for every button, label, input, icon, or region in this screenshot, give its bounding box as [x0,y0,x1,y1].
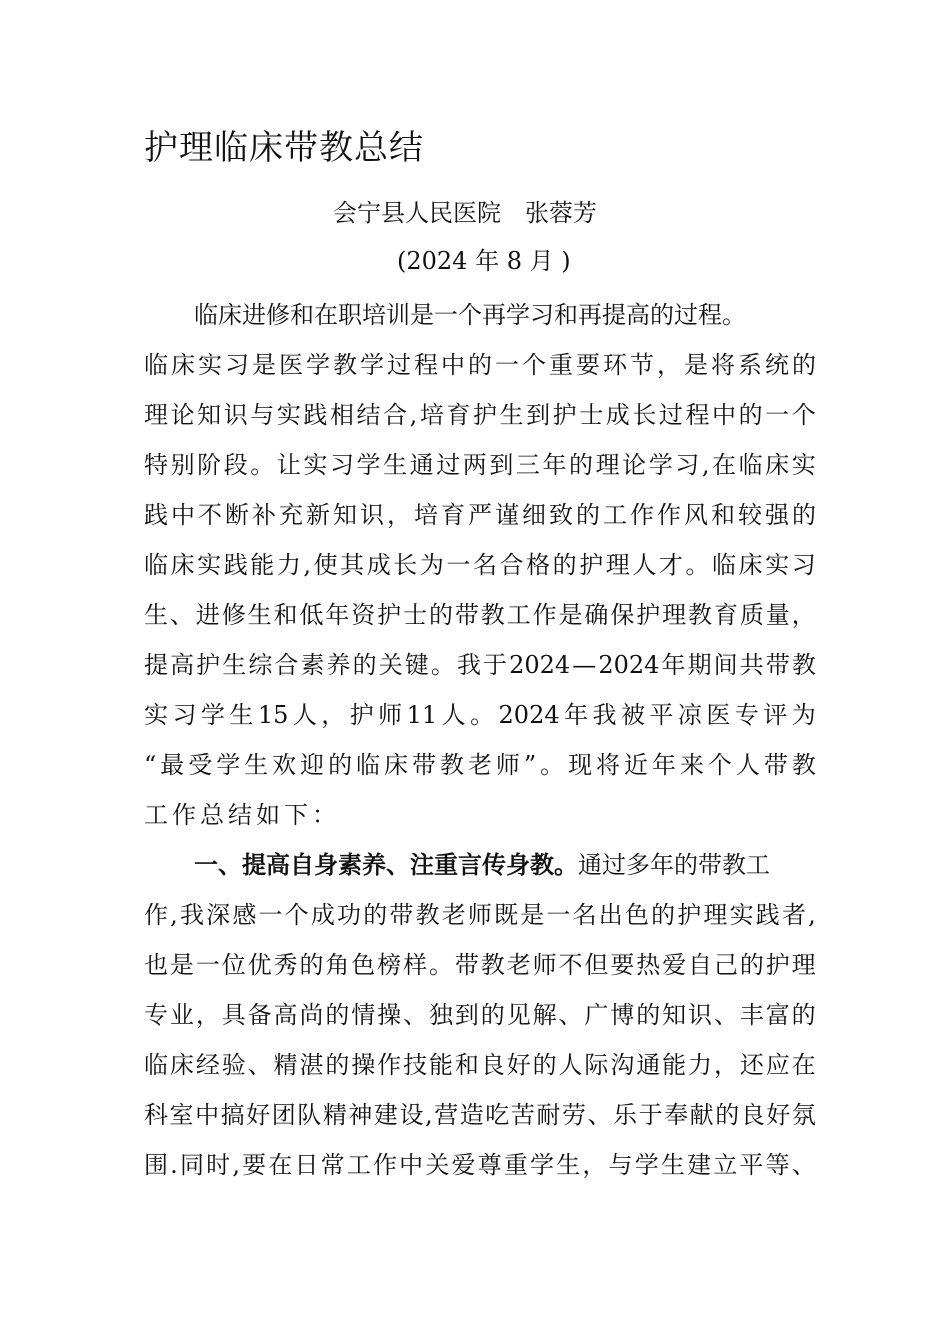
section-1-line: 作 , 我 深 感 一 个 成 功 的 带 教 老 师 既 是 一 名 出 色 的 护 理 实 践 者 , [144,901,816,929]
section-1-line: 科 室 中 搞 好 团 队 精 神 建 设 , 营 造 吃 苦 耐 劳 、 乐 于 奉 献 的 良 好 氛 [144,1101,816,1129]
section-1-line: 也 是 一 位 优 秀 的 角 色 榜 样 。 带 教 老 师 不 但 要 热 爱 自 己 的 护 理 [144,951,816,979]
paragraph-1-line: 生 、 进 修 生 和 低 年 资 护 士 的 带 教 工 作 是 确 保 护 理 教 育 质 量 ， [144,601,816,629]
section-1-first-line: 一、提高自身素养、注重言传身教。 通过多年的带教工 [144,840,816,890]
paragraph-1-line: 理 论 知 识 与 实 践 相 结 合 , 培 育 护 生 到 护 士 成 长 过 程 中 的 一 个 [144,401,816,429]
document-body [144,290,816,1190]
section-1-line: 围 . 同 时 , 要 在 日 常 工 作 中 关 爱 尊 重 学 生 ， 与 学 生 建 立 平 等 、 [144,1151,816,1179]
document-date: (2024 年 8 月 ) [397,247,571,275]
paragraph-1-line: 践 中 不 断 补 充 新 知 识 ， 培 育 严 谨 细 致 的 工 作 作 风 和 较 强 的 [144,501,816,529]
paragraph-1-line: 工作总结如下： [144,801,340,829]
section-1-line: 临 床 经 验 、 精 湛 的 操 作 技 能 和 良 好 的 人 际 沟 通 能 力 ， 还 应 在 [144,1051,816,1079]
paragraph-1-line: “ 最 受 学 生 欢 迎 的 临 床 带 教 老 师 ” 。 现 将 近 年 来 个 人 带 教 [144,751,816,779]
paragraph-1-line: 实 习 学 生 15 人 ， 护 师 11 人 。 2024 年 我 被 平 凉 医 专 评 为 [144,701,816,729]
paragraph-1-line: 临床进修和在职培训是一个再学习和再提高的过程。 [194,301,746,329]
author-line [333,198,597,228]
paragraph-1-line: 提 高 护 生 综 合 素 养 的 关 键 。 我 于 2024 — 2024 年 期 间 共 带 教 [144,651,816,679]
author-name: 张蓉芳 [525,199,597,227]
hospital-name: 会宁县人民医院 [333,199,501,227]
section-1-heading: 一、提高自身素养、注重言传身教。 [194,851,578,879]
paragraph-1-line: 临 床 实 践 能 力 , 使 其 成 长 为 一 名 合 格 的 护 理 人 才 。 临 床 实 习 [144,551,816,579]
document-title: 护理临床带教总结 [144,128,424,168]
paragraph-1-line: 特 别 阶 段 。 让 实 习 学 生 通 过 两 到 三 年 的 理 论 学 习 , 在 临 床 实 [144,451,816,479]
paragraph-1-line: 临 床 实 习 是 医 学 教 学 过 程 中 的 一 个 重 要 环 节 ， 是 将 系 统 的 [144,351,816,379]
section-1-line: 专 业 ， 具 备 高 尚 的 情 操 、 独 到 的 见 解 、 广 博 的 知 识 、 丰 富 的 [144,1001,816,1029]
